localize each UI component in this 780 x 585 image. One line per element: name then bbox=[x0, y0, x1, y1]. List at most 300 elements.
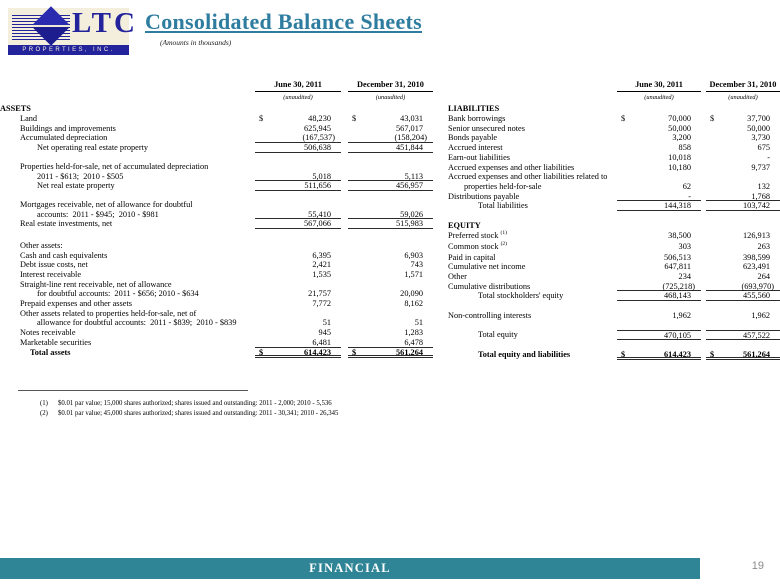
liabilities-equity-rows bbox=[448, 104, 780, 359]
row-label: Earn-out liabilities bbox=[448, 152, 510, 162]
company-logo bbox=[8, 7, 138, 55]
table-row bbox=[448, 262, 780, 272]
cell-value bbox=[255, 200, 341, 210]
cell-value bbox=[706, 114, 780, 124]
currency-symbol bbox=[348, 104, 352, 114]
cell-value bbox=[255, 338, 341, 348]
currency-symbol bbox=[617, 272, 621, 282]
currency-symbol bbox=[706, 143, 710, 153]
currency-symbol bbox=[255, 318, 259, 328]
cell-number: 506,638 bbox=[304, 143, 331, 153]
cell-value bbox=[348, 348, 433, 358]
cell-number: 614,423 bbox=[664, 349, 691, 359]
cell-value bbox=[348, 133, 433, 143]
table-row bbox=[448, 133, 780, 143]
cell-number: 6,395 bbox=[312, 250, 331, 260]
currency-symbol bbox=[617, 143, 621, 153]
cell-value bbox=[706, 143, 780, 153]
cell-value bbox=[617, 272, 701, 282]
currency-symbol bbox=[255, 328, 259, 338]
cell-number: 126,913 bbox=[743, 230, 770, 240]
currency-symbol bbox=[617, 242, 621, 253]
currency-symbol: $ bbox=[710, 114, 715, 124]
row-label: Preferred stock $^{(1)}$ bbox=[448, 229, 507, 240]
currency-symbol bbox=[706, 163, 710, 173]
row-label: Common stock $^{(2)}$ bbox=[448, 240, 507, 251]
cell-value bbox=[348, 309, 433, 319]
cell-value bbox=[255, 270, 341, 280]
cell-value bbox=[617, 153, 701, 163]
cell-value bbox=[255, 104, 341, 114]
table-row bbox=[448, 282, 780, 292]
table-row bbox=[0, 124, 433, 134]
cell-number: 515,983 bbox=[396, 219, 423, 229]
cell-value bbox=[706, 163, 780, 173]
table-row bbox=[448, 242, 780, 253]
table-row bbox=[448, 311, 780, 321]
currency-symbol bbox=[348, 143, 352, 152]
row-label: Accumulated depreciation bbox=[20, 133, 108, 143]
currency-symbol bbox=[348, 280, 352, 290]
cell-number: 1,962 bbox=[751, 311, 770, 321]
cell-number: 1,535 bbox=[312, 270, 331, 280]
currency-symbol bbox=[348, 219, 352, 228]
footnote-divider bbox=[18, 390, 248, 391]
row-label: Accrued interest bbox=[448, 143, 503, 153]
table-row bbox=[0, 133, 433, 143]
cell-value bbox=[255, 260, 341, 270]
currency-symbol bbox=[706, 133, 710, 143]
currency-symbol bbox=[348, 210, 352, 219]
table-row bbox=[448, 291, 780, 301]
cell-number: 50,000 bbox=[668, 123, 691, 133]
currency-symbol bbox=[706, 192, 710, 201]
cell-number: 3,200 bbox=[672, 133, 691, 143]
row-label: Other bbox=[448, 272, 467, 282]
currency-symbol bbox=[348, 328, 352, 338]
currency-symbol bbox=[706, 153, 710, 163]
row-label: Accrued expenses and other liabilities related to bbox=[448, 172, 608, 182]
row-label: Accrued expenses and other liabilities bbox=[448, 162, 575, 172]
cell-value bbox=[348, 299, 433, 309]
cell-number: 561,264 bbox=[743, 349, 770, 359]
currency-symbol bbox=[706, 201, 710, 210]
cell-number: 1,283 bbox=[404, 328, 423, 338]
currency-symbol: $ bbox=[352, 347, 357, 357]
cell-number: 6,903 bbox=[404, 250, 423, 260]
cell-value bbox=[348, 260, 433, 270]
currency-symbol bbox=[617, 231, 621, 242]
cell-number bbox=[331, 309, 341, 319]
cell-value bbox=[255, 114, 341, 124]
table-row bbox=[0, 210, 433, 220]
row-label: Other assets: bbox=[20, 240, 63, 250]
cell-value bbox=[348, 181, 433, 191]
row-label: Mortgages receivable, net of allowance for doubtful bbox=[20, 199, 193, 209]
cell-value bbox=[617, 192, 701, 202]
row-label: Interest receivable bbox=[20, 270, 82, 280]
cell-number: 7,772 bbox=[312, 299, 331, 309]
row-label: Total stockholders' equity bbox=[478, 291, 564, 301]
table-row bbox=[448, 104, 780, 114]
assets-rows bbox=[0, 104, 433, 357]
cell-value bbox=[617, 133, 701, 143]
cell-number: 263 bbox=[757, 241, 770, 251]
cell-number: 264 bbox=[757, 272, 770, 282]
footnote-marker: (2) bbox=[40, 410, 48, 417]
table-row bbox=[448, 272, 780, 282]
cell-value bbox=[348, 241, 433, 251]
cell-value bbox=[706, 282, 780, 292]
table-row bbox=[448, 330, 780, 340]
row-label: 2011 - $613; 2010 - $505 bbox=[37, 171, 124, 181]
row-label: Other assets related to properties held-for-sale, net of bbox=[20, 308, 197, 318]
cell-number: 511,656 bbox=[304, 181, 331, 191]
row-label: Marketable securities bbox=[20, 337, 92, 347]
cell-value bbox=[617, 124, 701, 134]
currency-symbol bbox=[255, 270, 259, 280]
currency-symbol bbox=[617, 104, 621, 114]
cell-value bbox=[255, 348, 341, 358]
row-label: Net real estate property bbox=[37, 181, 115, 191]
table-row bbox=[448, 253, 780, 263]
currency-symbol: $ bbox=[259, 114, 264, 124]
cell-value bbox=[617, 221, 701, 231]
currency-symbol bbox=[706, 311, 710, 321]
cell-number bbox=[423, 241, 433, 251]
row-label: Paid in capital bbox=[448, 252, 496, 262]
row-label: Debt issue costs, net bbox=[20, 260, 88, 270]
row-label: Total equity and liabilities bbox=[478, 349, 571, 359]
footer-section-bar bbox=[0, 558, 700, 579]
cell-number bbox=[770, 104, 780, 114]
cell-number bbox=[691, 221, 701, 231]
cell-number: 6,478 bbox=[404, 337, 423, 347]
currency-symbol bbox=[706, 291, 710, 300]
cell-value bbox=[348, 338, 433, 348]
column-header-june-2011: June 30, 2011 (unaudited) bbox=[255, 80, 341, 102]
currency-symbol bbox=[348, 338, 352, 347]
currency-symbol bbox=[706, 104, 710, 114]
cell-number: 10,180 bbox=[668, 162, 691, 172]
cell-number bbox=[423, 309, 433, 319]
cell-number: 48,230 bbox=[308, 114, 331, 124]
cell-number: 43,031 bbox=[400, 114, 423, 124]
footnote bbox=[40, 399, 338, 409]
table-row bbox=[0, 299, 433, 309]
cell-value bbox=[617, 311, 701, 321]
row-label: Cumulative net income bbox=[448, 262, 526, 272]
cell-value bbox=[617, 182, 701, 192]
table-spacer bbox=[448, 211, 780, 221]
currency-symbol bbox=[706, 242, 710, 253]
cell-value bbox=[706, 350, 780, 360]
cell-number: 567,017 bbox=[396, 123, 423, 133]
cell-number: 451,844 bbox=[396, 143, 423, 153]
table-row bbox=[0, 162, 433, 172]
cell-number: 62 bbox=[682, 181, 691, 191]
footnote-text: $0.01 par value; 15,000 shares authorized; shares issued and outstanding: 2011 - 2,000; 2010 - 5,536 bbox=[58, 400, 332, 407]
table-row bbox=[448, 201, 780, 211]
row-label: Senior unsecured notes bbox=[448, 123, 525, 133]
currency-symbol bbox=[617, 153, 621, 163]
table-row bbox=[0, 172, 433, 182]
currency-symbol bbox=[706, 272, 710, 282]
cell-number: 144,318 bbox=[664, 201, 691, 211]
cell-number: 457,522 bbox=[743, 330, 770, 340]
cell-value bbox=[255, 318, 341, 328]
cell-value bbox=[617, 291, 701, 301]
currency-symbol bbox=[348, 124, 352, 134]
cell-value bbox=[617, 163, 701, 173]
page-title[interactable]: Consolidated Balance Sheets bbox=[145, 9, 423, 34]
cell-value bbox=[617, 172, 701, 182]
row-label: Cash and cash equivalents bbox=[20, 250, 108, 260]
table-row bbox=[448, 182, 780, 192]
currency-symbol bbox=[706, 253, 710, 263]
page-subtitle: (Amounts in thousands) bbox=[160, 38, 232, 47]
table-spacer bbox=[448, 340, 780, 350]
currency-symbol bbox=[348, 200, 352, 210]
currency-symbol bbox=[348, 270, 352, 280]
cell-value bbox=[255, 133, 341, 143]
cell-number: (158,204) bbox=[394, 133, 427, 143]
table-spacer bbox=[0, 153, 433, 162]
table-row bbox=[0, 270, 433, 280]
row-label: Buildings and improvements bbox=[20, 123, 116, 133]
cell-value bbox=[255, 309, 341, 319]
cell-value bbox=[348, 200, 433, 210]
cell-number: (167,537) bbox=[302, 133, 335, 143]
column-header-dec-2010: December 31, 2010 (unaudited) bbox=[348, 80, 433, 102]
currency-symbol bbox=[348, 299, 352, 309]
cell-value bbox=[706, 124, 780, 134]
cell-value bbox=[348, 289, 433, 299]
currency-symbol bbox=[255, 309, 259, 319]
cell-value bbox=[255, 210, 341, 220]
cell-number bbox=[331, 104, 341, 114]
row-label: Distributions payable bbox=[448, 191, 520, 201]
row-label: Cumulative distributions bbox=[448, 281, 531, 291]
cell-value bbox=[617, 242, 701, 253]
currency-symbol bbox=[706, 331, 710, 339]
table-row bbox=[0, 328, 433, 338]
currency-symbol bbox=[348, 181, 352, 190]
logo-company-name: LTC bbox=[72, 7, 138, 39]
cell-number: 8,162 bbox=[404, 299, 423, 309]
cell-value bbox=[617, 262, 701, 272]
table-row bbox=[448, 153, 780, 163]
logo-tagline: PROPERTIES, INC. bbox=[8, 45, 129, 55]
cell-number: 625,945 bbox=[304, 123, 331, 133]
table-row bbox=[0, 143, 433, 153]
cell-number: (725,218) bbox=[662, 281, 695, 291]
table-spacer bbox=[448, 301, 780, 311]
cell-number: 858 bbox=[678, 143, 691, 153]
currency-symbol bbox=[617, 182, 621, 192]
row-label: allowance for doubtful accounts: 2011 - $839; 2010 - $839 bbox=[37, 318, 237, 328]
table-row bbox=[0, 280, 433, 290]
currency-symbol bbox=[255, 200, 259, 210]
cell-number: 103,742 bbox=[743, 201, 770, 211]
cell-number bbox=[770, 221, 780, 231]
table-row bbox=[448, 114, 780, 124]
table-row bbox=[0, 318, 433, 328]
table-row bbox=[448, 231, 780, 242]
row-label: Bank borrowings bbox=[448, 114, 506, 124]
cell-number: 5,018 bbox=[312, 171, 331, 181]
currency-symbol bbox=[255, 260, 259, 270]
cell-value bbox=[706, 253, 780, 263]
column-header-june-2011: June 30, 2011 (unaudited) bbox=[617, 80, 701, 102]
cell-value bbox=[617, 231, 701, 242]
cell-value bbox=[255, 251, 341, 261]
currency-symbol bbox=[348, 260, 352, 270]
cell-value bbox=[255, 124, 341, 134]
table-spacer bbox=[0, 191, 433, 200]
cell-value bbox=[706, 221, 780, 231]
table-row bbox=[0, 200, 433, 210]
cell-value bbox=[617, 143, 701, 153]
cell-number: 2,421 bbox=[312, 260, 331, 270]
cell-number: 10,018 bbox=[668, 152, 691, 162]
cell-number: 55,410 bbox=[308, 209, 331, 219]
table-spacer bbox=[0, 229, 433, 241]
currency-symbol: $ bbox=[621, 114, 626, 124]
row-label: Properties held-for-sale, net of accumulated depreciation bbox=[20, 161, 209, 171]
cell-value bbox=[706, 104, 780, 114]
cell-value bbox=[706, 330, 780, 340]
row-label: accounts: 2011 - $945; 2010 - $981 bbox=[37, 209, 159, 219]
cell-number: 50,000 bbox=[747, 123, 770, 133]
footnote-text: $0.01 par value; 45,000 shares authorized; shares issued and outstanding: 2011 - 30,341; 2010 - 26,345 bbox=[58, 410, 339, 417]
cell-number: 20,090 bbox=[400, 289, 423, 299]
table-row bbox=[0, 251, 433, 261]
cell-number: 9,737 bbox=[751, 162, 770, 172]
cell-number: 743 bbox=[410, 260, 423, 270]
table-row bbox=[448, 350, 780, 360]
cell-value bbox=[617, 201, 701, 211]
cell-value bbox=[706, 192, 780, 202]
currency-symbol bbox=[255, 251, 259, 261]
currency-symbol bbox=[348, 172, 352, 181]
cell-number: 506,513 bbox=[664, 252, 691, 262]
currency-symbol bbox=[255, 133, 259, 142]
currency-symbol bbox=[255, 210, 259, 219]
cell-value bbox=[706, 182, 780, 192]
cell-value bbox=[348, 251, 433, 261]
cell-number: 623,491 bbox=[743, 262, 770, 272]
cell-value bbox=[255, 143, 341, 153]
cell-number bbox=[423, 280, 433, 290]
currency-symbol bbox=[706, 182, 710, 192]
cell-value bbox=[706, 291, 780, 301]
cell-number: - bbox=[767, 152, 770, 162]
cell-value bbox=[255, 241, 341, 251]
cell-value bbox=[617, 104, 701, 114]
currency-symbol bbox=[255, 143, 259, 152]
cell-number: 398,599 bbox=[743, 252, 770, 262]
currency-symbol: $ bbox=[352, 114, 357, 124]
row-label: Notes receivable bbox=[20, 328, 76, 338]
currency-symbol bbox=[617, 221, 621, 231]
currency-symbol bbox=[706, 262, 710, 272]
cell-value bbox=[348, 172, 433, 182]
cell-value bbox=[255, 181, 341, 191]
cell-number: 945 bbox=[318, 328, 331, 338]
cell-value bbox=[255, 289, 341, 299]
cell-value bbox=[255, 219, 341, 229]
assets-table bbox=[0, 80, 433, 358]
table-row bbox=[448, 192, 780, 202]
cell-number: 234 bbox=[678, 272, 691, 282]
currency-symbol bbox=[255, 124, 259, 134]
footnote-marker: (1) bbox=[40, 400, 48, 407]
cell-number: 1,571 bbox=[404, 270, 423, 280]
cell-value bbox=[348, 104, 433, 114]
currency-symbol bbox=[348, 133, 352, 142]
currency-symbol bbox=[706, 124, 710, 134]
cell-value bbox=[706, 262, 780, 272]
table-row bbox=[448, 143, 780, 153]
cell-value bbox=[617, 114, 701, 124]
row-label: Real estate investments, net bbox=[20, 219, 113, 229]
row-label: Straight-line rent receivable, net of allowance bbox=[20, 279, 172, 289]
currency-symbol bbox=[255, 104, 259, 114]
cell-number: 70,000 bbox=[668, 114, 691, 124]
currency-symbol bbox=[255, 280, 259, 290]
cell-number: 455,560 bbox=[743, 291, 770, 301]
cell-value bbox=[348, 270, 433, 280]
cell-value bbox=[255, 280, 341, 290]
section-label: ASSETS bbox=[0, 104, 31, 114]
cell-value bbox=[348, 114, 433, 124]
currency-symbol bbox=[617, 192, 621, 201]
title-block bbox=[145, 9, 422, 47]
cell-number: 647,811 bbox=[664, 262, 691, 272]
currency-symbol bbox=[617, 282, 621, 291]
table-row bbox=[448, 124, 780, 134]
currency-symbol bbox=[348, 241, 352, 251]
currency-symbol bbox=[706, 231, 710, 242]
cell-value bbox=[348, 318, 433, 328]
row-label: Total liabilities bbox=[478, 201, 528, 211]
cell-number: 470,105 bbox=[664, 330, 691, 340]
cell-number: 21,757 bbox=[308, 289, 331, 299]
cell-value bbox=[255, 162, 341, 172]
table-row bbox=[448, 172, 780, 182]
row-label: Total assets bbox=[30, 347, 71, 357]
cell-value bbox=[617, 282, 701, 292]
row-label: Total equity bbox=[478, 329, 518, 339]
cell-value bbox=[348, 328, 433, 338]
cell-number: 1,962 bbox=[672, 311, 691, 321]
cell-value bbox=[706, 201, 780, 211]
cell-value bbox=[706, 133, 780, 143]
cell-value bbox=[348, 280, 433, 290]
cell-number: 37,700 bbox=[747, 114, 770, 124]
table-row bbox=[0, 181, 433, 191]
liabilities-equity-table bbox=[448, 80, 780, 360]
currency-symbol bbox=[706, 172, 710, 182]
currency-symbol bbox=[617, 253, 621, 263]
cell-value bbox=[348, 124, 433, 134]
cell-number: 38,500 bbox=[668, 230, 691, 240]
cell-number bbox=[331, 162, 341, 172]
cell-value bbox=[706, 231, 780, 242]
table-row bbox=[0, 241, 433, 251]
currency-symbol bbox=[255, 299, 259, 309]
